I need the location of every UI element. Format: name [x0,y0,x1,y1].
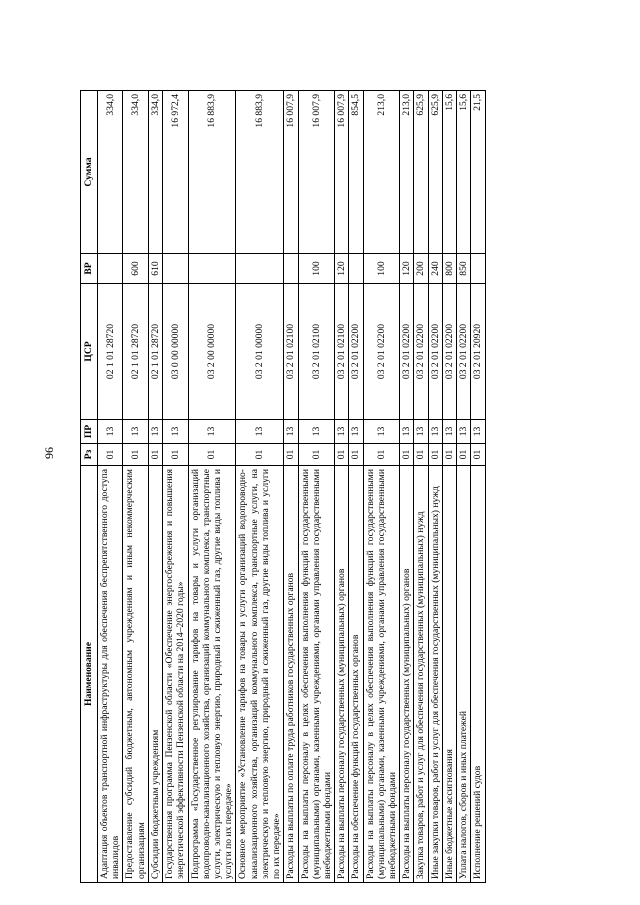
cell-pr: 13 [148,420,162,444]
cell-vr: 200 [414,254,428,284]
table-row [349,91,363,883]
table-row [457,91,471,883]
cell-csr: 03 2 01 02200 [400,284,414,420]
cell-sum: 213,0 [363,91,400,254]
table-row [284,91,298,883]
cell-pr: 13 [236,420,284,444]
cell-pr: 13 [414,420,428,444]
cell-vr [236,254,284,284]
table-row [363,91,400,883]
cell-sum: 16 883,9 [188,91,236,254]
cell-csr: 02 1 01 28720 [148,284,162,420]
cell-rz: 01 [414,444,428,466]
header-csr: ЦСР [81,284,98,420]
cell-vr: 850 [457,254,471,284]
cell-pr: 13 [188,420,236,444]
table-row [98,91,123,883]
cell-sum: 16 972,4 [163,91,188,254]
cell-sum: 334,0 [98,91,123,254]
cell-pr: 13 [428,420,442,444]
cell-vr [188,254,236,284]
cell-rz: 01 [471,444,485,466]
cell-pr: 13 [363,420,400,444]
cell-csr: 03 2 01 02200 [428,284,442,420]
cell-name: Уплата налогов, сборов и иных платежей [457,466,471,883]
cell-csr: 03 2 01 02200 [442,284,456,420]
cell-vr: 120 [400,254,414,284]
cell-name: Адаптация объектов транспортной инфраструктуры для обеспечения беспрепятственного доступа инвалидов [98,466,123,883]
table-row [188,91,236,883]
cell-pr: 13 [335,420,349,444]
cell-csr: 03 2 01 02200 [414,284,428,420]
cell-rz: 01 [284,444,298,466]
cell-vr [98,254,123,284]
cell-vr: 800 [442,254,456,284]
cell-sum: 16 007,9 [284,91,298,254]
table-row [148,91,162,883]
table-row [400,91,414,883]
cell-pr: 13 [298,420,335,444]
cell-vr [284,254,298,284]
cell-pr: 13 [163,420,188,444]
cell-rz: 01 [98,444,123,466]
cell-rz: 01 [442,444,456,466]
cell-sum: 15,6 [457,91,471,254]
cell-vr: 100 [298,254,335,284]
cell-rz: 01 [298,444,335,466]
table-row [236,91,284,883]
cell-name: Подпрограмма «Государственное регулирование тарифов на товары и услуги организаций водопроводно-канализационного хозяйства, организаций коммунального комплекса, транспортные услуги, электрическую и тепловую энергию, природный и сжиженный газ, другие виды топлива и услуги по их передаче» [188,466,236,883]
table-row [414,91,428,883]
cell-sum: 16 007,9 [298,91,335,254]
cell-sum: 625,9 [414,91,428,254]
budget-table [80,90,486,883]
cell-rz: 01 [335,444,349,466]
cell-vr [471,254,485,284]
cell-sum: 16 883,9 [236,91,284,254]
cell-sum: 15,6 [442,91,456,254]
header-rz: Рз [81,444,98,466]
cell-name: Исполнение решений судов [471,466,485,883]
cell-name: Расходы на выплаты персоналу в целях обеспечения выполнения функций государственными (муниципальными) органами, казенными учреждениями, органами управления государственными внебюджетными фондами [298,466,335,883]
rotated-page [80,91,580,883]
cell-vr: 610 [148,254,162,284]
table-row [163,91,188,883]
cell-sum: 854,5 [349,91,363,254]
cell-rz: 01 [236,444,284,466]
cell-name: Субсидии бюджетным учреждениям [148,466,162,883]
cell-pr: 13 [400,420,414,444]
cell-sum: 213,0 [400,91,414,254]
cell-name: Расходы на выплаты персоналу государственных (муниципальных) органов [400,466,414,883]
table-body [98,91,486,883]
cell-vr: 240 [428,254,442,284]
table-header-row [81,91,98,883]
cell-name: Иные бюджетные ассигнования [442,466,456,883]
cell-csr: 03 2 01 00000 [236,284,284,420]
cell-sum: 334,0 [148,91,162,254]
cell-rz: 01 [457,444,471,466]
table-row [471,91,485,883]
header-vr: ВР [81,254,98,284]
cell-csr: 02 1 01 28720 [123,284,148,420]
cell-rz: 01 [188,444,236,466]
cell-pr: 13 [471,420,485,444]
cell-vr [163,254,188,284]
cell-sum: 16 007,9 [335,91,349,254]
cell-name: Предоставление субсидий бюджетным, автономным учреждениям и иным некоммерческим организациям [123,466,148,883]
cell-csr: 02 1 01 28720 [98,284,123,420]
cell-pr: 13 [457,420,471,444]
cell-csr: 03 2 01 02100 [284,284,298,420]
page-number: 96 [42,447,56,459]
cell-name: Иные закупки товаров, работ и услуг для обеспечения государственных (муниципальных) нужд [428,466,442,883]
cell-rz: 01 [400,444,414,466]
cell-csr: 03 2 01 20920 [471,284,485,420]
table-row [428,91,442,883]
cell-vr: 600 [123,254,148,284]
cell-pr: 13 [123,420,148,444]
cell-csr: 03 2 01 02200 [363,284,400,420]
cell-name: Расходы на выплаты персоналу в целях обеспечения выполнения функций государственными (муниципальными) органами, казенными учреждениями, органами управления государственными внебюджетными фондами [363,466,400,883]
table-row [442,91,456,883]
cell-pr: 13 [442,420,456,444]
cell-sum: 21,5 [471,91,485,254]
cell-csr: 03 2 01 02200 [349,284,363,420]
header-sum: Сумма [81,91,98,254]
header-name: Наименование [81,466,98,883]
cell-csr: 03 2 01 02200 [457,284,471,420]
cell-sum: 625,9 [428,91,442,254]
cell-rz: 01 [148,444,162,466]
cell-csr: 03 0 00 00000 [163,284,188,420]
table-row [123,91,148,883]
cell-rz: 01 [123,444,148,466]
cell-csr: 03 2 01 02100 [298,284,335,420]
cell-name: Расходы на выплаты персоналу государственных (муниципальных) органов [335,466,349,883]
cell-pr: 13 [349,420,363,444]
cell-name: Расходы на выплаты по оплате труда работников государственных органов [284,466,298,883]
cell-rz: 01 [363,444,400,466]
cell-rz: 01 [349,444,363,466]
cell-csr: 03 2 01 02100 [335,284,349,420]
cell-pr: 13 [98,420,123,444]
cell-rz: 01 [428,444,442,466]
cell-vr: 100 [363,254,400,284]
cell-csr: 03 2 00 00000 [188,284,236,420]
cell-name: Основное мероприятие «Установление тарифов на товары и услуги организаций водопроводно-канализационного хозяйства, организаций коммунального комплекса, транспортные услуги, на электрическую и тепловую энергию, природный и сжиженный газ, другие виды топлива и услуги по их передаче» [236,466,284,883]
header-pr: ПР [81,420,98,444]
cell-name: Расходы на обеспечение функций государственных органов [349,466,363,883]
cell-vr: 120 [335,254,349,284]
cell-pr: 13 [284,420,298,444]
cell-vr [349,254,363,284]
table-row [335,91,349,883]
cell-name: Закупка товаров, работ и услуг для обеспечения государственных (муниципальных) нужд [414,466,428,883]
cell-name: Государственная программа Пензенской области «Обеспечение энергосбережения и повышения энергетической эффективности Пензенской области на 2014–2020 годы» [163,466,188,883]
cell-rz: 01 [163,444,188,466]
table-row [298,91,335,883]
cell-sum: 334,0 [123,91,148,254]
